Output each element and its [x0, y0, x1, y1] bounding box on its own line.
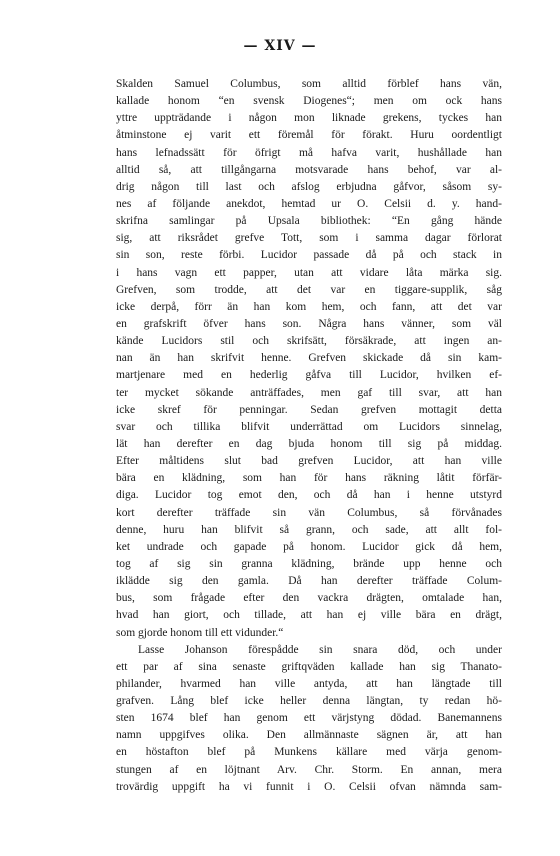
text-line: namn uppgifves olika. Den allmännaste sägnen är, att han	[116, 729, 502, 742]
text-line: sig, att riksrådet grefve Tott, som i samma dagar förlorat	[116, 232, 502, 245]
text-line: skrifna samlingar på Upsala bibliothek: “En gång hände	[116, 215, 502, 228]
text-line: som gjorde honom till ett vidunder.“	[116, 626, 284, 639]
text-line: ikläddе sig den gamla. Då han derefter träffade Colum-	[116, 575, 502, 588]
text-line: alltid så, att tillgångarna motsvarade hans behof, var al-	[116, 163, 502, 176]
text-line: denne, huru han blifvit så grann, och sade, att allt fol-	[116, 523, 502, 536]
text-line: Skalden Samuel Columbus, som alltid förblef hans vän,	[116, 78, 502, 90]
text-line: hans lefnadssätt för öfrigt må hafva varit, hushållade han	[116, 146, 502, 159]
text-line: icke skref för penningar. Sedan grefven mottagit detta	[116, 403, 502, 416]
text-line: en grafskrift öfver hans son. Några hans vänner, som väl	[116, 317, 502, 330]
text-line: yttre uppträdande i någon mon liknade grekens, tyckes han	[116, 112, 502, 125]
text-line: i hans vagn ett papper, utan att vidare låta märka sig.	[116, 266, 502, 279]
text-line: en höstafton blef på Munkens källare med värja genom-	[116, 746, 502, 759]
text-line: Grefven, som trodde, att det var en tiggare-supplik, såg	[116, 283, 502, 296]
text-line: drig någon till last och afslog erbjudna gåfvor, såsom sy-	[116, 180, 502, 193]
text-line: Lasse Johanson förespådde sin snara död, och under	[138, 643, 502, 656]
text-line: sten 1674 blef han genom ett värjstyng dödad. Banemannens	[116, 712, 502, 725]
page-number: — XIV —	[243, 38, 317, 54]
text-line: grafven. Lång blef icke heller denna längtan, ty redan hö-	[116, 695, 502, 708]
text-line: stungen af en löjtnant Arv. Chr. Storm. En annan, mera	[116, 763, 502, 776]
text-line: philander, hvarmed han ville antyda, att han längtade till	[116, 677, 502, 690]
text-line: svar och tillika blifvit underrättad om Lucidors sinnelag,	[116, 420, 502, 433]
text-line: ket undrade och gapade på honom. Lucidor gick då hem,	[116, 540, 502, 553]
text-line: ter mycket sökande anträffades, men gaf till svar, att han	[116, 386, 502, 399]
text-line: Efter måltidens slut bad grefven Lucidor, att han ville	[116, 455, 502, 468]
text-line: nan än han skrifvit henne. Grefven skickade då sin kam-	[116, 352, 502, 365]
text-line: bära en klädning, som han för hans räkning låtit förfär-	[116, 472, 502, 485]
text-line: icke derpå, förr än han kom hem, och fann, att det var	[116, 300, 502, 313]
text-line: diga. Lucidor tog emot den, och då han i henne utstyrd	[116, 489, 502, 502]
text-line: nes af följande anekdot, hemtad ur O. Celsii d. y. hand-	[116, 197, 502, 210]
text-line: lät han derefter en dag bjuda honom till sig på middag.	[116, 437, 502, 450]
text-line: martjenare med en hederlig gåfva till Lucidor, hvilken ef-	[116, 369, 502, 382]
text-line: kallade honom “en svensk Diogenes“; men om ock hans	[116, 95, 502, 108]
body-text	[116, 76, 502, 796]
text-line: kände Lucidors stil och skrifsätt, försäkrade, att ingen an-	[116, 335, 502, 348]
text-line: åtminstone ej varit ett föremål för förakt. Huru oordentligt	[116, 129, 502, 142]
text-line: sin son, reste förbi. Lucidor passade då på och stack in	[116, 249, 502, 262]
text-line: trovärdig uppgift ha vi funnit i O. Celsii ofvan nämnda sam-	[116, 780, 502, 793]
text-line: ett par af sina senaste griftqväden kallade han sig Thanato-	[116, 660, 502, 673]
text-line: tog af sig sin granna klädning, brände upp henne och	[116, 557, 502, 570]
text-line: hvad han giort, och tillade, att han ej ville bära en drägt,	[116, 609, 502, 622]
text-line: bus, som frågade efter den vackra drägten, omtalade han,	[116, 592, 502, 605]
text-line: kort derefter träffade sin vän Columbus, så förvånades	[116, 506, 502, 519]
